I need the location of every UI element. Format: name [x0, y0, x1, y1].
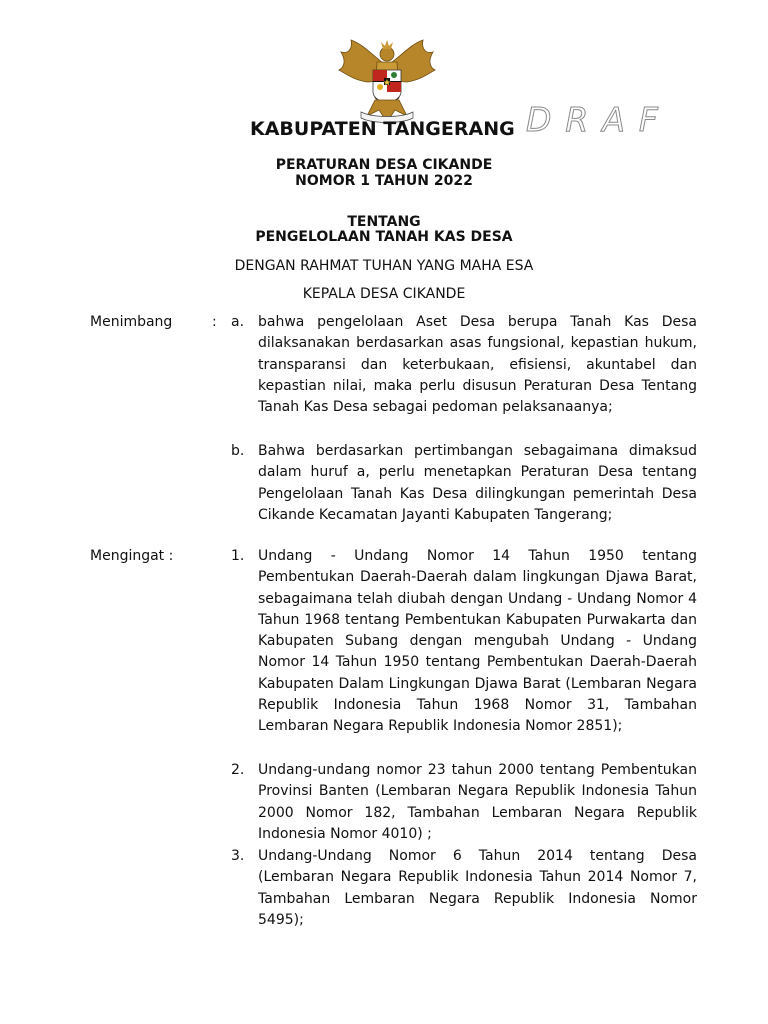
item-text: Undang-Undang Nomor 6 Tahun 2014 tentang Desa (Lembaran Negara Republik Indonesia Tahun 2014 Nomor 7, Tambahan Lembaran Negara Republik Indonesia Nomor 5495);: [258, 848, 697, 928]
item-marker: b.: [231, 443, 245, 459]
item-marker: a.: [231, 314, 245, 330]
mengingat-label: Mengingat :: [90, 548, 174, 564]
regulation-number: NOMOR 1 TAHUN 2022: [295, 173, 473, 189]
menimbang-label: Menimbang: [90, 314, 173, 330]
menimbang-colon: :: [212, 314, 217, 330]
item-text: Bahwa berdasarkan pertimbangan sebagaimana dimaksud dalam huruf a, perlu menetapkan Peraturan Desa tentang Pengelolaan Tanah Kas Desa dilingkungan pemerintah Desa Cikande Kecamatan Jayanti Kabupaten Tangerang;: [258, 443, 697, 523]
item-text: Undang-undang nomor 23 tahun 2000 tentang Pembentukan Provinsi Banten (Lembaran Negara Republik Indonesia Tahun 2000 Nomor 182, Tambahan Lembaran Negara Republik Indonesia Nomor 4010) ;: [258, 762, 697, 842]
regulation-title: PERATURAN DESA CIKANDE: [275, 157, 493, 173]
draft-watermark: DRAF: [526, 100, 672, 139]
item-text: Undang - Undang Nomor 14 Tahun 1950 tentang Pembentukan Daerah-Daerah dalam lingkungan Djawa Barat, sebagaimana telah diubah dengan Undang - Undang Nomor 4 Tahun 1968 tentang Pembentukan Kabupaten Purwakarta dan Kabupaten Subang dengan mengubah Undang - Undang Nomor 14 Tahun 1950 tentang Pembentukan Daerah-Daerah Kabupaten Dalam Lingkungan Djawa Barat (Lembaran Negara Republik Indonesia Tahun 1968 Nomor 31, Tambahan Lembaran Negara Republik Indonesia Nomor 2851);: [258, 548, 697, 735]
garuda-emblem: [333, 36, 441, 124]
invocation: DENGAN RAHMAT TUHAN YANG MAHA ESA: [234, 258, 534, 274]
regency-title: KABUPATEN TANGERANG: [250, 118, 515, 140]
regulation-subject: PENGELOLAAN TANAH KAS DESA: [255, 229, 513, 245]
about-heading: TENTANG: [347, 214, 421, 230]
item-marker: 1.: [231, 548, 245, 564]
authority: KEPALA DESA CIKANDE: [302, 286, 466, 302]
item-text: bahwa pengelolaan Aset Desa berupa Tanah Kas Desa dilaksanakan berdasarkan asas fungsional, kepastian hukum, transparansi dan keterbukaan, efisiensi, akuntabel dan kepastian nilai, maka perlu disusun Peraturan Desa Tentang Tanah Kas Desa sebagai pedoman pelaksanaanya;: [258, 314, 697, 416]
item-marker: 3.: [231, 848, 245, 864]
item-marker: 2.: [231, 762, 245, 778]
